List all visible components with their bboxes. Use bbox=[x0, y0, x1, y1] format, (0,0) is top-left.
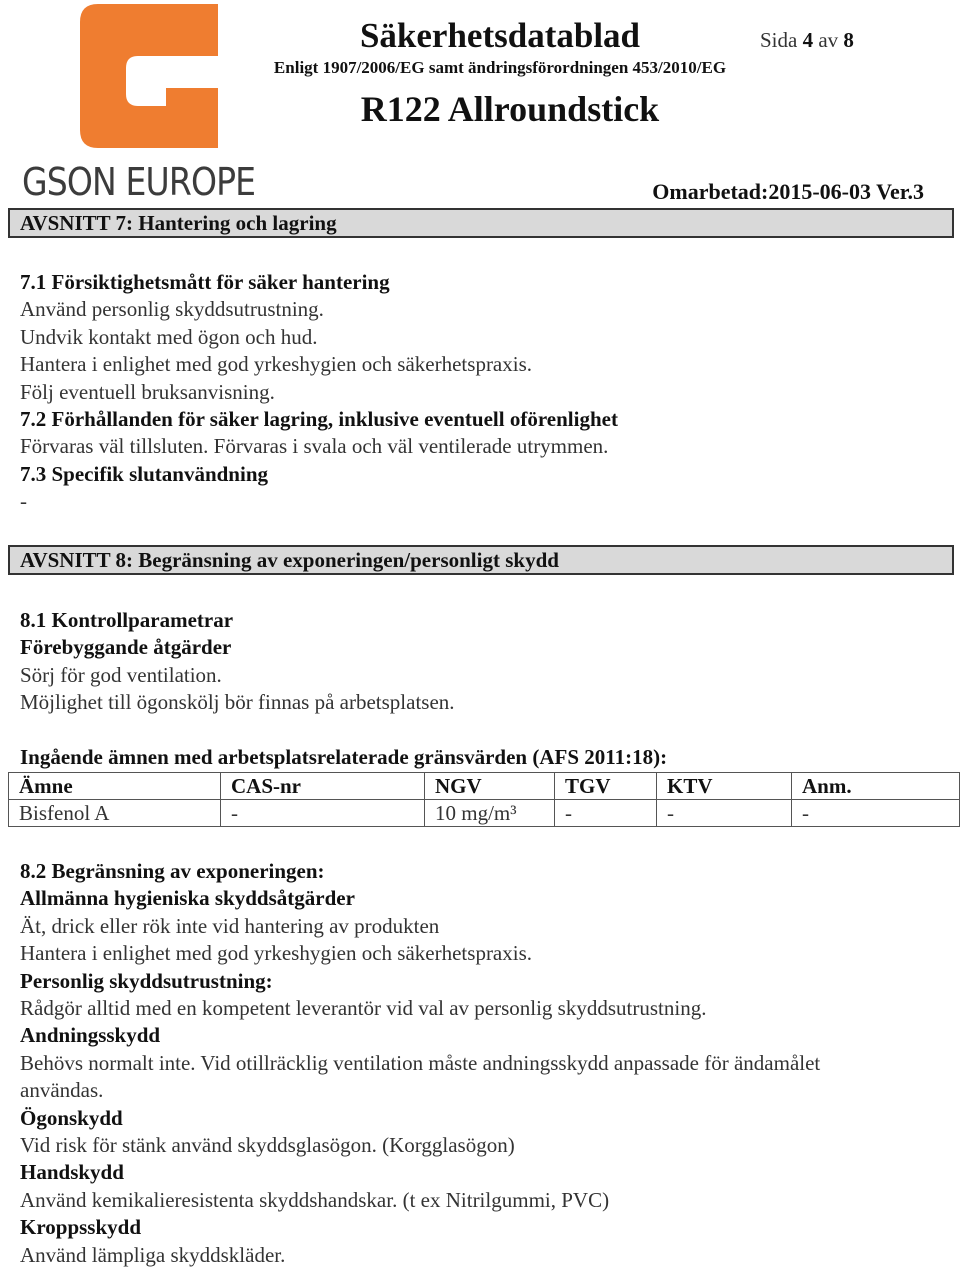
s7-line-text: Undvik kontakt med ögon och hud. bbox=[20, 324, 318, 349]
s7-line-heading: 7.3 Specifik slutanvändning bbox=[20, 461, 269, 486]
page-total: 8 bbox=[843, 28, 854, 52]
limits-table-caption: Ingående ämnen med arbetsplatsrelaterade gränsvärden (AFS 2011:18): bbox=[20, 745, 668, 769]
s8-line-heading: Allmänna hygieniska skyddsåtgärder bbox=[20, 886, 355, 911]
s8-line-text: Använd lämpliga skyddskläder. bbox=[20, 1242, 286, 1267]
company-logo bbox=[20, 0, 290, 205]
page-label: Sida bbox=[760, 28, 798, 52]
s8-line-heading: 8.1 Kontrollparametrar bbox=[20, 608, 234, 632]
table-cell: Bisfenol A bbox=[9, 800, 221, 827]
table-cell: 10 mg/m³ bbox=[425, 800, 555, 827]
s8-line-text: Hantera i enlighet med god yrkeshygien och säkerhetspraxis. bbox=[20, 941, 533, 966]
table-header-cell: NGV bbox=[425, 773, 555, 800]
table-cell: - bbox=[657, 800, 792, 827]
limits-caption-wrap bbox=[20, 744, 950, 771]
page-indicator bbox=[760, 26, 854, 54]
s8-line-text: Möjlighet till ögonskölj bör finnas på arbetsplatsen. bbox=[20, 690, 455, 715]
revision-date: Omarbetad:2015-06-03 Ver.3 bbox=[652, 179, 924, 204]
s8-line-heading: Personlig skyddsutrustning: bbox=[20, 968, 273, 993]
table-header-cell: TGV bbox=[555, 773, 657, 800]
s8-line-text: Rådgör alltid med en kompetent leverantör vid val av personlig skyddsutrustning. bbox=[20, 996, 707, 1021]
s8-line-heading: Förebyggande åtgärder bbox=[20, 635, 232, 660]
table-row bbox=[9, 800, 960, 827]
page-of: av bbox=[818, 28, 839, 52]
s8-line-text: Ät, drick eller rök inte vid hantering av produkten bbox=[20, 913, 440, 938]
table-header-cell: CAS-nr bbox=[221, 773, 425, 800]
g-logo-icon bbox=[20, 0, 230, 160]
page-number: 4 bbox=[802, 28, 814, 52]
s8-line-heading: Kroppsskydd bbox=[20, 1215, 142, 1240]
table-header-cell: Anm. bbox=[792, 773, 960, 800]
table-cell: - bbox=[221, 800, 425, 827]
s8-line-heading: 8.2 Begränsning av exponeringen: bbox=[20, 859, 325, 883]
s7-line-heading: 7.1 Försiktighetsmått för säker hantering bbox=[20, 270, 390, 294]
table-header-cell: Ämne bbox=[9, 773, 221, 800]
section-8-heading: AVSNITT 8: Begränsning av exponeringen/personligt skydd bbox=[8, 545, 954, 575]
section-8-exposure-controls bbox=[20, 858, 950, 1269]
section-8-control-parameters bbox=[20, 607, 950, 717]
s8-line-heading: Handskydd bbox=[20, 1160, 124, 1185]
table-cell: - bbox=[792, 800, 960, 827]
table-header-row bbox=[9, 773, 960, 800]
table-cell: - bbox=[555, 800, 657, 827]
s8-line-text: Vid risk för stänk använd skyddsglasögon. (Korgglasögon) bbox=[20, 1133, 515, 1158]
s7-line-text: - bbox=[20, 489, 27, 514]
table-body bbox=[9, 800, 960, 827]
s8-line-heading: Andningsskydd bbox=[20, 1023, 161, 1048]
s7-line-text: Följ eventuell bruksanvisning. bbox=[20, 379, 275, 404]
logo-wordmark: GSON EUROPE bbox=[22, 160, 256, 204]
section-7-content bbox=[20, 269, 950, 516]
s8-line-text: användas. bbox=[20, 1078, 104, 1103]
document-title: Säkerhetsdatablad bbox=[359, 16, 641, 55]
s8-line-text: Behövs normalt inte. Vid otillräcklig ventilation måste andningsskydd anpassade för ändamålet bbox=[20, 1050, 821, 1075]
section-7-heading: AVSNITT 7: Hantering och lagring bbox=[8, 208, 954, 238]
s8-line-text: Använd kemikalieresistenta skyddshandskar. (t ex Nitrilgummi, PVC) bbox=[20, 1187, 610, 1212]
s7-line-text: Hantera i enlighet med god yrkeshygien och säkerhetspraxis. bbox=[20, 352, 533, 377]
table-header-cell: KTV bbox=[657, 773, 792, 800]
s8-line-text: Sörj för god ventilation. bbox=[20, 662, 222, 687]
exposure-limits-table bbox=[8, 772, 960, 827]
s8-line-heading: Ögonskydd bbox=[20, 1105, 123, 1130]
s7-line-text: Förvaras väl tillsluten. Förvaras i svala och väl ventilerade utrymmen. bbox=[20, 434, 609, 459]
g-logo-shape bbox=[80, 4, 218, 148]
product-name: R122 Allroundstick bbox=[360, 89, 660, 129]
s7-line-heading: 7.2 Förhållanden för säker lagring, inklusive eventuell oförenlighet bbox=[20, 407, 618, 432]
s7-line-text: Använd personlig skyddsutrustning. bbox=[20, 297, 324, 322]
regulation-subtitle: Enligt 1907/2006/EG samt ändringsförordningen 453/2010/EG bbox=[273, 58, 727, 77]
